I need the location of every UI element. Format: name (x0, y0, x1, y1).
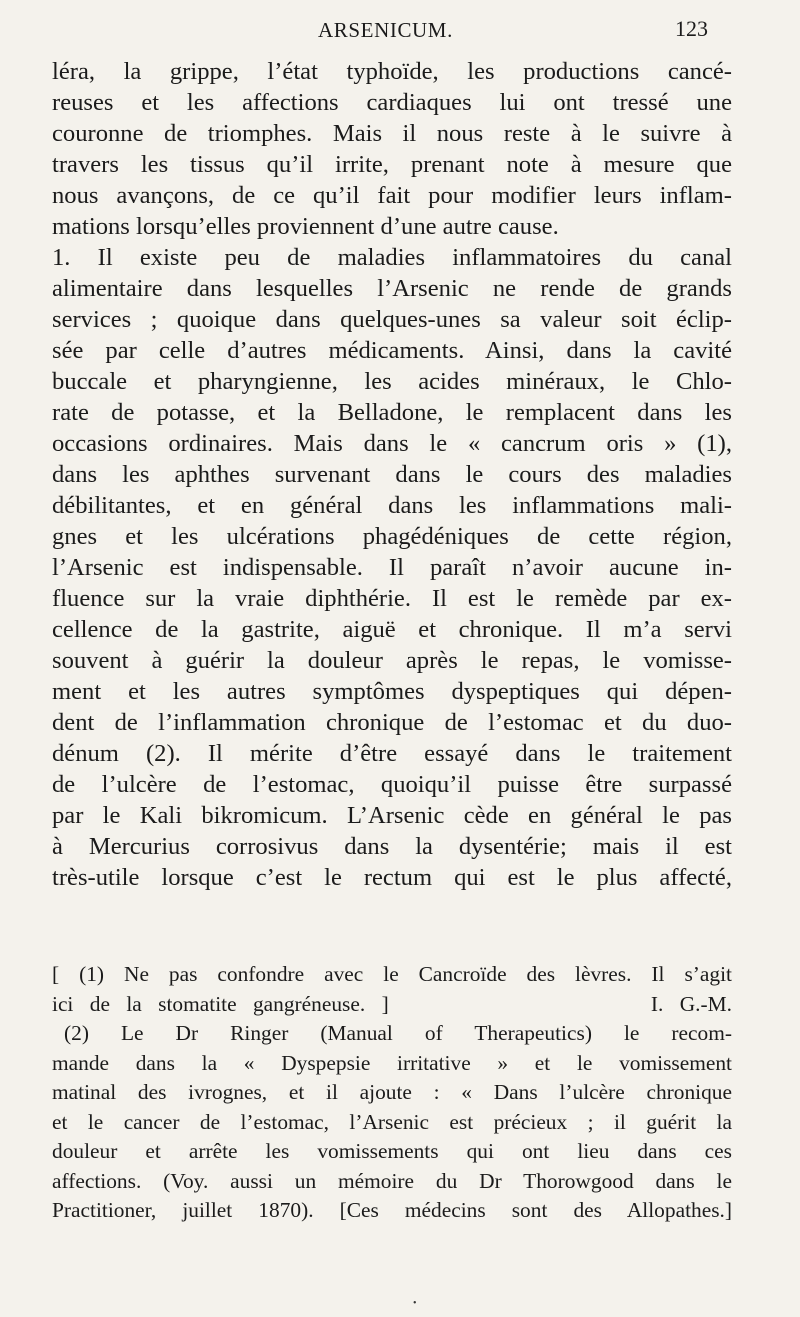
footnote-line: affections. (Voy. aussi un mémoire du Dr Thorowgood dans le (52, 1168, 732, 1193)
footnote-line: ici de la stomatite gangréneuse. ] I. G.-M. (52, 991, 732, 1016)
body-line: travers les tissus qu’il irrite, prenant note à mesure que (52, 151, 732, 178)
footnote-line: matinal des ivrognes, et il ajoute : « Dans l’ulcère chronique (52, 1080, 732, 1104)
body-line: dans les aphthes survenant dans le cours des maladies (52, 461, 732, 488)
footnote-line: douleur et arrête les vomissements qui ont lieu dans ces (52, 1139, 732, 1163)
body-line: couronne de triomphes. Mais il nous reste à le suivre à (52, 120, 732, 147)
body-line: rate de potasse, et la Belladone, le remplacent dans les (52, 399, 732, 426)
running-title: ARSENICUM. (318, 18, 453, 42)
body-line: buccale et pharyngienne, les acides minéraux, le Chlo- (52, 368, 732, 395)
page-number: 123 (675, 16, 708, 41)
body-line: services ; quoique dans quelques-unes sa valeur soit éclip- (52, 306, 732, 333)
body-line: fluence sur la vraie diphthérie. Il est le remède par ex- (52, 585, 732, 612)
body-line: à Mercurius corrosivus dans la dysentérie; mais il est (52, 833, 732, 860)
printer-dot: • (413, 1298, 417, 1309)
body-line: cellence de la gastrite, aiguë et chronique. Il m’a servi (52, 616, 732, 643)
body-line: par le Kali bikromicum. L’Arsenic cède en général le pas (52, 802, 732, 829)
body-line: mations lorsqu’elles proviennent d’une autre cause. (52, 213, 559, 240)
body-line: sée par celle d’autres médicaments. Ainsi, dans la cavité (52, 337, 732, 364)
body-text (52, 56, 732, 893)
body-line: dent de l’inflammation chronique de l’estomac et du duo- (52, 709, 732, 736)
footnote-line: mande dans la « Dyspepsie irritative » et le vomissement (52, 1050, 732, 1075)
body-line: reuses et les affections cardiaques lui ont tressé une (52, 89, 732, 116)
running-head (0, 14, 800, 46)
footnote-line: (2) Le Dr Ringer (Manual of Therapeutics) le recom- (64, 1021, 732, 1045)
body-line: dénum (2). Il mérite d’être essayé dans le traitement (52, 740, 732, 767)
body-line: ment et les autres symptômes dyspeptiques qui dépen- (52, 678, 732, 705)
body-line: nous avançons, de ce qu’il fait pour modifier leurs inflam- (52, 182, 732, 209)
body-line: léra, la grippe, l’état typhoïde, les productions cancé- (52, 58, 732, 85)
body-line: débilitantes, et en général dans les inflammations mali- (52, 492, 732, 519)
body-line: l’Arsenic est indispensable. Il paraît n’avoir aucune in- (52, 554, 732, 581)
body-line: très-utile lorsque c’est le rectum qui est le plus affecté, (52, 864, 732, 891)
footnote-line: [ (1) Ne pas confondre avec le Cancroïde des lèvres. Il s’agit (52, 962, 732, 986)
body-line: souvent à guérir la douleur après le repas, le vomisse- (52, 647, 732, 674)
body-line: occasions ordinaires. Mais dans le « cancrum oris » (1), (52, 430, 732, 457)
body-line: de l’ulcère de l’estomac, quoiqu’il puisse être surpassé (52, 771, 732, 798)
footnotes (52, 960, 732, 1226)
footnote-line: et le cancer de l’estomac, l’Arsenic est précieux ; il guérit la (52, 1109, 732, 1134)
body-line: alimentaire dans lesquelles l’Arsenic ne rende de grands (52, 275, 732, 302)
body-line: 1. Il existe peu de maladies inflammatoires du canal (52, 244, 732, 271)
footnote-line: Practitioner, juillet 1870). [Ces médecins sont des Allopathes.] (52, 1198, 732, 1222)
body-line: gnes et les ulcérations phagédéniques de cette région, (52, 523, 732, 550)
